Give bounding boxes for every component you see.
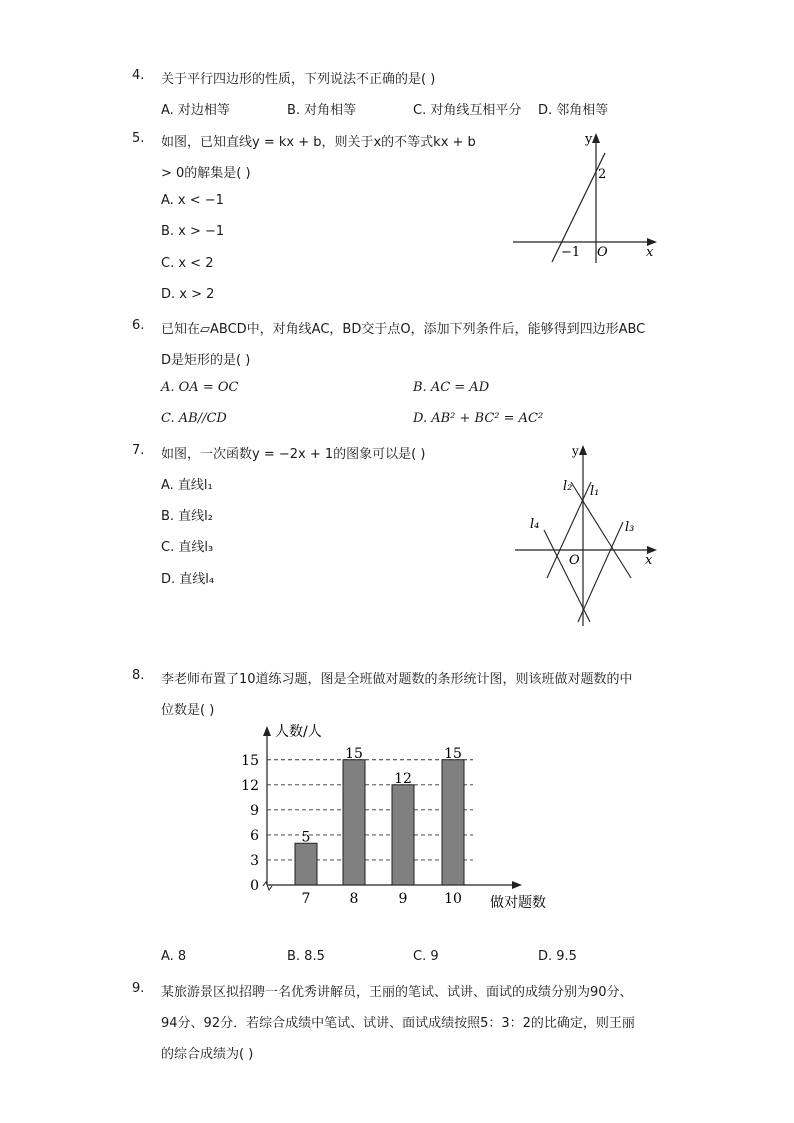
- l4-label: l₄: [530, 517, 540, 532]
- question-stem: 关于平行四边形的性质，下列说法不正确的是( ): [161, 72, 436, 87]
- question-stem-cont: 94分、92分．若综合成绩中笔试、试讲、面试成绩按照5：3：2的比确定，则王丽: [161, 1016, 635, 1031]
- option-a[interactable]: A. 8: [161, 949, 187, 964]
- option-d[interactable]: D. x > 2: [161, 287, 215, 302]
- option-b[interactable]: B. AC = AD: [413, 380, 490, 395]
- l3-label: l₃: [625, 520, 635, 535]
- x-axis-title: 做对题数: [490, 895, 546, 911]
- question-number: 8.: [132, 668, 145, 683]
- bar-value-label: 15: [345, 745, 363, 762]
- x-tick-label: 8: [349, 891, 359, 907]
- option-a[interactable]: A. OA = OC: [161, 380, 239, 395]
- y-tick-label: 6: [250, 827, 259, 844]
- l1-label: l₁: [590, 484, 600, 499]
- line-l1: [571, 482, 631, 578]
- bar-7: [295, 843, 317, 885]
- y-axis-arrow-icon: [263, 726, 271, 736]
- origin-label: O: [569, 553, 580, 568]
- bar-chart: [235, 718, 565, 913]
- option-c[interactable]: C. x < 2: [161, 256, 214, 271]
- option-c[interactable]: C. 对角线互相平分: [413, 103, 522, 118]
- option-b[interactable]: B. 8.5: [287, 949, 325, 964]
- option-d[interactable]: D. AB² + BC² = AC²: [413, 411, 544, 426]
- bar-value-label: 12: [394, 770, 412, 787]
- question-stem: 如图，一次函数y = −2x + 1的图象可以是( ): [161, 447, 426, 462]
- y-tick-label: 9: [250, 802, 259, 819]
- bar-9: [392, 785, 414, 885]
- y-axis-arrow-icon: [592, 133, 600, 143]
- option-b[interactable]: B. 对角相等: [287, 103, 357, 118]
- y-axis-arrow-icon: [579, 445, 587, 455]
- question-number: 7.: [132, 443, 145, 458]
- x-axis-label: x: [645, 553, 653, 568]
- line-l3: [578, 522, 623, 622]
- option-d[interactable]: D. 直线l₄: [161, 572, 215, 587]
- option-c[interactable]: C. 9: [413, 949, 439, 964]
- option-a[interactable]: A. 对边相等: [161, 103, 230, 118]
- y-tick-label: 12: [241, 777, 259, 794]
- y-axis-title: 人数/人: [275, 724, 322, 740]
- y-intercept-label: 2: [598, 167, 607, 182]
- bar-value-label: 15: [444, 745, 462, 762]
- line-graph-figure: [505, 125, 665, 265]
- question-stem-cont: 的综合成绩为( ): [161, 1047, 254, 1062]
- question-stem-cont: 位数是( ): [161, 703, 215, 718]
- option-d[interactable]: D. 邻角相等: [538, 103, 609, 118]
- bar-value-label: 5: [301, 829, 311, 846]
- question-stem: 如图，已知直线y = kx + b，则关于x的不等式kx + b: [161, 135, 476, 150]
- question-number: 5.: [132, 131, 145, 146]
- origin-label: O: [597, 245, 608, 260]
- option-c[interactable]: C. 直线l₃: [161, 540, 214, 555]
- question-stem-cont: > 0的解集是( ): [161, 166, 251, 181]
- question-stem-cont: D是矩形的是( ): [161, 353, 251, 368]
- y-tick-label: 3: [250, 852, 259, 869]
- x-axis-arrow-icon: [512, 881, 522, 889]
- bar-10: [442, 760, 464, 885]
- x-axis-label: x: [646, 245, 654, 260]
- question-stem: 李老师布置了10道练习题，图是全班做对题数的条形统计图，则该班做对题数的中: [161, 672, 633, 687]
- four-lines-figure: [508, 440, 663, 630]
- bar-8: [343, 760, 365, 885]
- y-tick-label: 0: [250, 878, 259, 894]
- x-tick-label: 10: [444, 891, 462, 907]
- y-axis-label: y: [572, 444, 579, 458]
- question-stem: 已知在▱ABCD中，对角线AC，BD交于点O，添加下列条件后，能够得到四边形ABC: [161, 322, 646, 337]
- question-number: 4.: [132, 68, 145, 83]
- option-b[interactable]: B. x > −1: [161, 224, 225, 239]
- x-tick-label: 9: [398, 891, 408, 907]
- option-c[interactable]: C. AB//CD: [161, 411, 227, 426]
- option-a[interactable]: A. 直线l₁: [161, 478, 213, 493]
- x-intercept-label: −1: [561, 245, 581, 260]
- y-tick-label: 15: [241, 752, 259, 769]
- option-a[interactable]: A. x < −1: [161, 193, 224, 208]
- x-tick-label: 7: [301, 891, 311, 907]
- option-d[interactable]: D. 9.5: [538, 949, 577, 964]
- y-axis-label: y: [585, 132, 593, 147]
- l2-label: l₂: [563, 479, 573, 494]
- option-b[interactable]: B. 直线l₂: [161, 509, 214, 524]
- question-stem: 某旅游景区拟招聘一名优秀讲解员，王丽的笔试、试讲、面试的成绩分别为90分、: [161, 985, 633, 1000]
- question-number: 6.: [132, 318, 145, 333]
- question-number: 9.: [132, 981, 145, 996]
